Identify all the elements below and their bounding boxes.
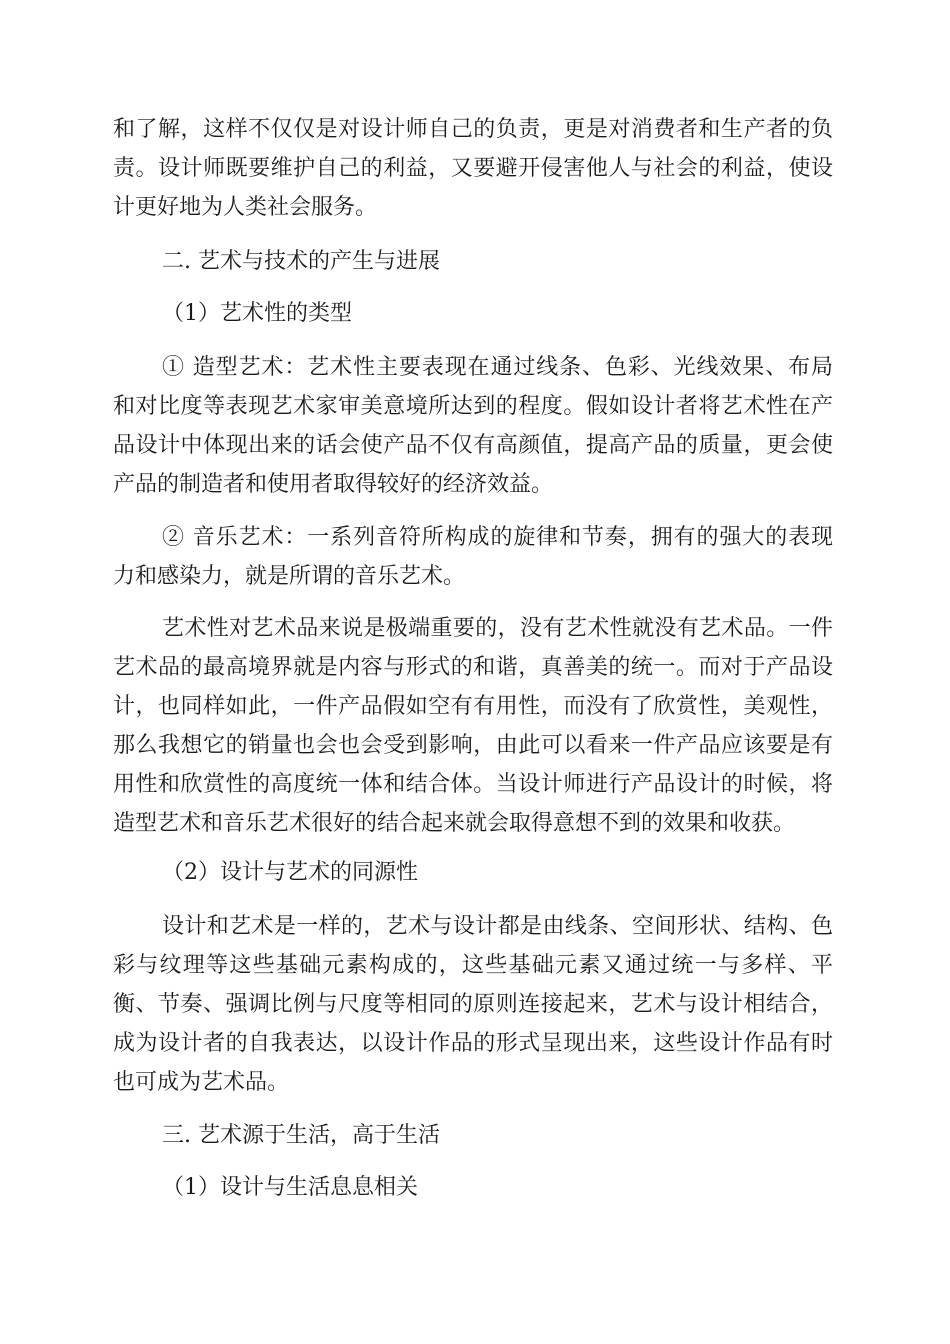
subsection-heading-art-types xyxy=(113,294,833,333)
subsection-heading-design-and-life xyxy=(113,1168,833,1207)
heading-text: 二. 艺术与技术的产生与进展 xyxy=(162,249,440,274)
paragraph-artistry-importance xyxy=(113,609,833,843)
text-line: 也可成为艺术品。 xyxy=(113,1070,290,1095)
text-line: 艺术性对艺术品来说是极端重要的，没有艺术性就没有艺术品。一件 xyxy=(162,616,833,641)
heading-text: （2）设计与艺术的同源性 xyxy=(162,860,418,885)
section-heading-2 xyxy=(113,242,833,281)
heading-text: （1）艺术性的类型 xyxy=(162,301,352,326)
text-line: 计，也同样如此，一件产品假如空有有用性，而没有了欣赏性，美观性， xyxy=(113,694,833,719)
text-line: 成为设计者的自我表达，以设计作品的形式呈现出来，这些设计作品有时 xyxy=(113,1031,833,1056)
text-line: 计更好地为人类社会服务。 xyxy=(113,195,378,220)
text-line: 和了解，这样不仅仅是对设计师自己的负责，更是对消费者和生产者的负 xyxy=(113,117,833,142)
section-heading-3 xyxy=(113,1116,833,1155)
heading-text: （1）设计与生活息息相关 xyxy=(162,1175,418,1200)
text-line: 产品的制造者和使用者取得较好的经济效益。 xyxy=(113,472,554,497)
text-line: 艺术品的最高境界就是内容与形式的和谐，真善美的统一。而对于产品设 xyxy=(113,655,833,680)
text-line: 设计和艺术是一样的，艺术与设计都是由线条、空间形状、结构、色 xyxy=(162,914,833,939)
text-line: 那么我想它的销量也会也会受到影响，由此可以看来一件产品应该要是有 xyxy=(113,733,833,758)
text-line: 责。设计师既要维护自己的利益，又要避开侵害他人与社会的利益，使设 xyxy=(113,156,833,181)
paragraph-design-and-art xyxy=(113,907,833,1102)
paragraph-designer-responsibility xyxy=(113,110,833,227)
subsection-heading-common-origin xyxy=(113,853,833,892)
paragraph-plastic-art xyxy=(113,348,833,504)
text-line: ② 音乐艺术：一系列音符所构成的旋律和节奏，拥有的强大的表现 xyxy=(162,525,833,550)
text-line: 用性和欣赏性的高度统一体和结合体。当设计师进行产品设计的时候，将 xyxy=(113,772,833,797)
heading-text: 三. 艺术源于生活，高于生活 xyxy=(162,1123,440,1148)
paragraph-music-art xyxy=(113,518,833,596)
text-line: 和对比度等表现艺术家审美意境所达到的程度。假如设计者将艺术性在产 xyxy=(113,394,833,419)
text-line: ① 造型艺术：艺术性主要表现在通过线条、色彩、光线效果、布局 xyxy=(162,355,833,380)
text-line: 造型艺术和音乐艺术很好的结合起来就会取得意想不到的效果和收获。 xyxy=(113,811,796,836)
text-line: 衡、节奏、强调比例与尺度等相同的原则连接起来，艺术与设计相结合， xyxy=(113,992,833,1017)
text-line: 品设计中体现出来的话会使产品不仅有高颜值，提高产品的质量，更会使 xyxy=(113,433,833,458)
text-line: 彩与纹理等这些基础元素构成的，这些基础元素又通过统一与多样、平 xyxy=(113,953,833,978)
text-line: 力和感染力，就是所谓的音乐艺术。 xyxy=(113,564,466,589)
